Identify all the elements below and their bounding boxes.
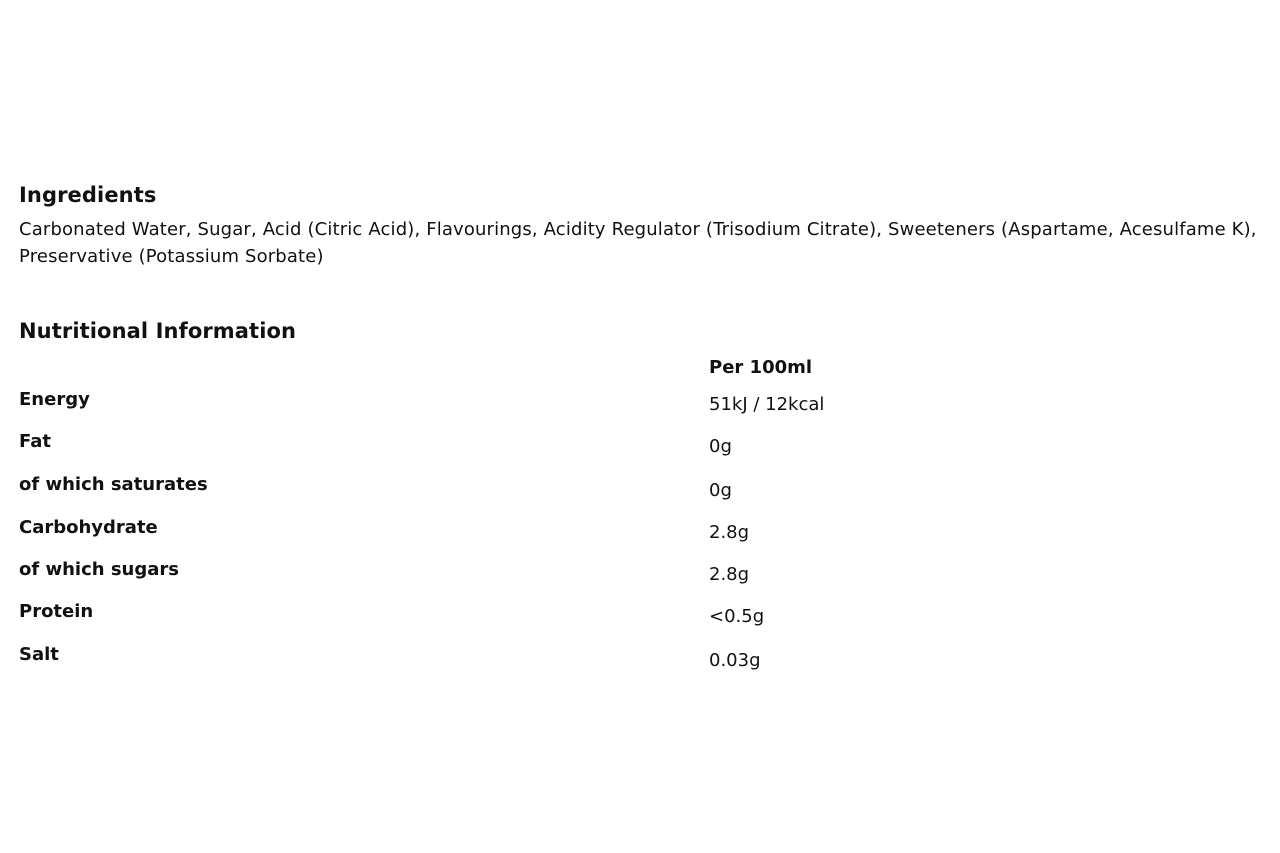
nutrient-label: Salt — [19, 644, 59, 665]
nutrient-label: Protein — [19, 601, 94, 622]
ingredients-text: Carbonated Water, Sugar, Acid (Citric Acid), Flavourings, Acidity Regulator (Trisodium Citrate), Sweeteners (Aspartame, Acesulfame K), Preservative (Potassium Sorbate) — [19, 219, 1257, 267]
nutrient-value: 0g — [709, 480, 732, 501]
nutrient-value: 2.8g — [709, 522, 750, 543]
nutrition-heading: Nutritional Information — [19, 319, 297, 343]
nutrient-label: of which saturates — [19, 474, 208, 495]
nutrient-value: 51kJ / 12kcal — [709, 394, 825, 415]
ingredients-heading: Ingredients — [19, 183, 157, 207]
nutrient-value: 0g — [709, 436, 732, 457]
nutrient-value: <0.5g — [709, 606, 765, 627]
nutrient-label: Energy — [19, 389, 90, 410]
nutrient-label: Fat — [19, 431, 51, 452]
nutrient-label: of which sugars — [19, 559, 179, 580]
nutrient-value: 2.8g — [709, 564, 750, 585]
per-100ml-column-header: Per 100ml — [709, 357, 813, 378]
nutrient-label: Carbohydrate — [19, 517, 158, 538]
nutrient-value: 0.03g — [709, 650, 761, 671]
